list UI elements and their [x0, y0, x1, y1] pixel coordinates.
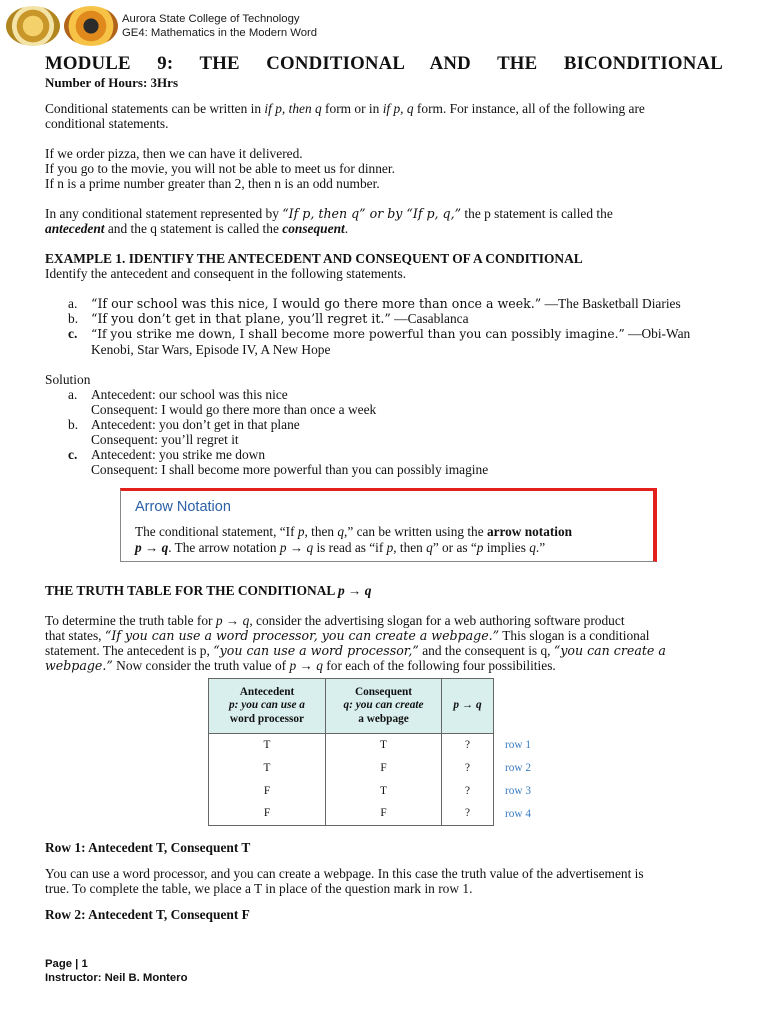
table-cell: F [209, 780, 326, 803]
list-item: “If our school was this nice, I would go there more than once a week.” —The Basketball Diaries [91, 296, 681, 311]
table-row [209, 734, 494, 757]
list-item: “If you strike me down, I shall become more powerful than you can possibly imagine.” —Obi-Wan Kenobi, Star Wars, Episode IV, A New Hope [91, 326, 691, 357]
row1-paragraph: You can use a word processor, and you can create a webpage. In this case the truth value of the advertisement is true. To complete the table, we place a T in place of the question mark in row 1. [45, 866, 644, 896]
row-label: row 3 [505, 785, 532, 797]
antecedent-header: Antecedent p: you can use a word processor [209, 679, 326, 734]
list-letter: a. [68, 387, 78, 402]
solution-item: Antecedent: our school was this nice Consequent: I would go there more than once a week [91, 387, 377, 417]
example-statement: If you go to the movie, you will not be able to meet us for dinner. [45, 161, 395, 176]
row-label: row 2 [505, 762, 532, 774]
table-row [209, 803, 494, 826]
arrow-notation-box [120, 488, 657, 562]
table-cell: T [209, 734, 326, 757]
page-number: Page | 1 [45, 958, 88, 970]
example-statement: If n is a prime number greater than 2, then n is an odd number. [45, 176, 380, 191]
row1-heading: Row 1: Antecedent T, Consequent T [45, 840, 251, 855]
college-seal-logo [6, 6, 60, 46]
course-name: GE4: Mathematics in the Modern Word [122, 27, 318, 39]
table-cell: F [326, 803, 442, 826]
intro-paragraph: Conditional statements can be written in if p, then q form or in if p, q form. For instance, all of the following are conditional statements. [45, 101, 645, 131]
arrow-notation-heading: Arrow Notation [135, 499, 231, 515]
table-cell: ? [442, 803, 494, 826]
consequent-header: Consequent q: you can create a webpage [326, 679, 442, 734]
table-cell: F [209, 803, 326, 826]
truth-table [208, 678, 494, 826]
solution-item: Antecedent: you strike me down Consequent: I shall become more powerful than you can possibly imagine [91, 447, 489, 477]
solution-label: Solution [45, 372, 91, 387]
list-letter: b. [68, 311, 79, 326]
table-cell: ? [442, 734, 494, 757]
list-letter: c. [68, 326, 78, 341]
list-letter: b. [68, 417, 79, 432]
table-cell: T [326, 780, 442, 803]
table-header-row [209, 679, 494, 734]
truth-table-intro: To determine the truth table for p → q, consider the advertising slogan for a web authoring software product that states, “If you can use a word processor, you can create a webpage.” This slogan is a conditional statement. The antecedent is p, “you can use a word processor,” and the consequent is q, “you can create a webpage.” Now consider the truth value of p → q for each of the following four possibilities. [45, 613, 666, 673]
row-label: row 4 [505, 808, 532, 820]
table-row [209, 780, 494, 803]
result-header: p → q [442, 679, 494, 734]
hours-line: Number of Hours: 3Hrs [45, 75, 179, 90]
page-footer [45, 957, 187, 985]
college-name: Aurora State College of Technology [122, 13, 300, 25]
example1-heading: EXAMPLE 1. IDENTIFY THE ANTECEDENT AND CONSEQUENT OF A CONDITIONAL [45, 251, 583, 266]
table-cell: T [326, 734, 442, 757]
table-cell: ? [442, 780, 494, 803]
list-letter: c. [68, 447, 78, 462]
table-cell: T [209, 757, 326, 780]
department-seal-logo [64, 6, 118, 46]
example-statement: If we order pizza, then we can have it delivered. [45, 146, 303, 161]
table-row [209, 757, 494, 780]
list-item: “If you don’t get in that plane, you’ll regret it.” —Casablanca [91, 311, 469, 326]
truth-table-heading: THE TRUTH TABLE FOR THE CONDITIONAL p → q [45, 583, 372, 598]
solution-item: Antecedent: you don’t get in that plane Consequent: you’ll regret it [91, 417, 300, 447]
table-cell: F [326, 757, 442, 780]
list-letter: a. [68, 296, 78, 311]
header-text [122, 12, 317, 40]
document-header [6, 6, 746, 46]
row2-heading: Row 2: Antecedent T, Consequent F [45, 907, 250, 922]
arrow-notation-text: The conditional statement, “If p, then q,” can be written using the arrow notation p → q. The arrow notation p → q is read as “if p, then q” or as “p implies q.” [135, 524, 573, 555]
table-cell: ? [442, 757, 494, 780]
example1-instruction: Identify the antecedent and consequent in the following statements. [45, 266, 407, 281]
row-label: row 1 [505, 739, 532, 751]
module-title: MODULE 9: THE CONDITIONAL AND THE BICONDITIONAL [45, 53, 723, 74]
instructor-name: Instructor: Neil B. Montero [45, 972, 188, 984]
definition-paragraph: In any conditional statement represented by “If p, then q” or by “If p, q,” the p statement is called the antecedent and the q statement is called the consequent. [45, 206, 613, 236]
